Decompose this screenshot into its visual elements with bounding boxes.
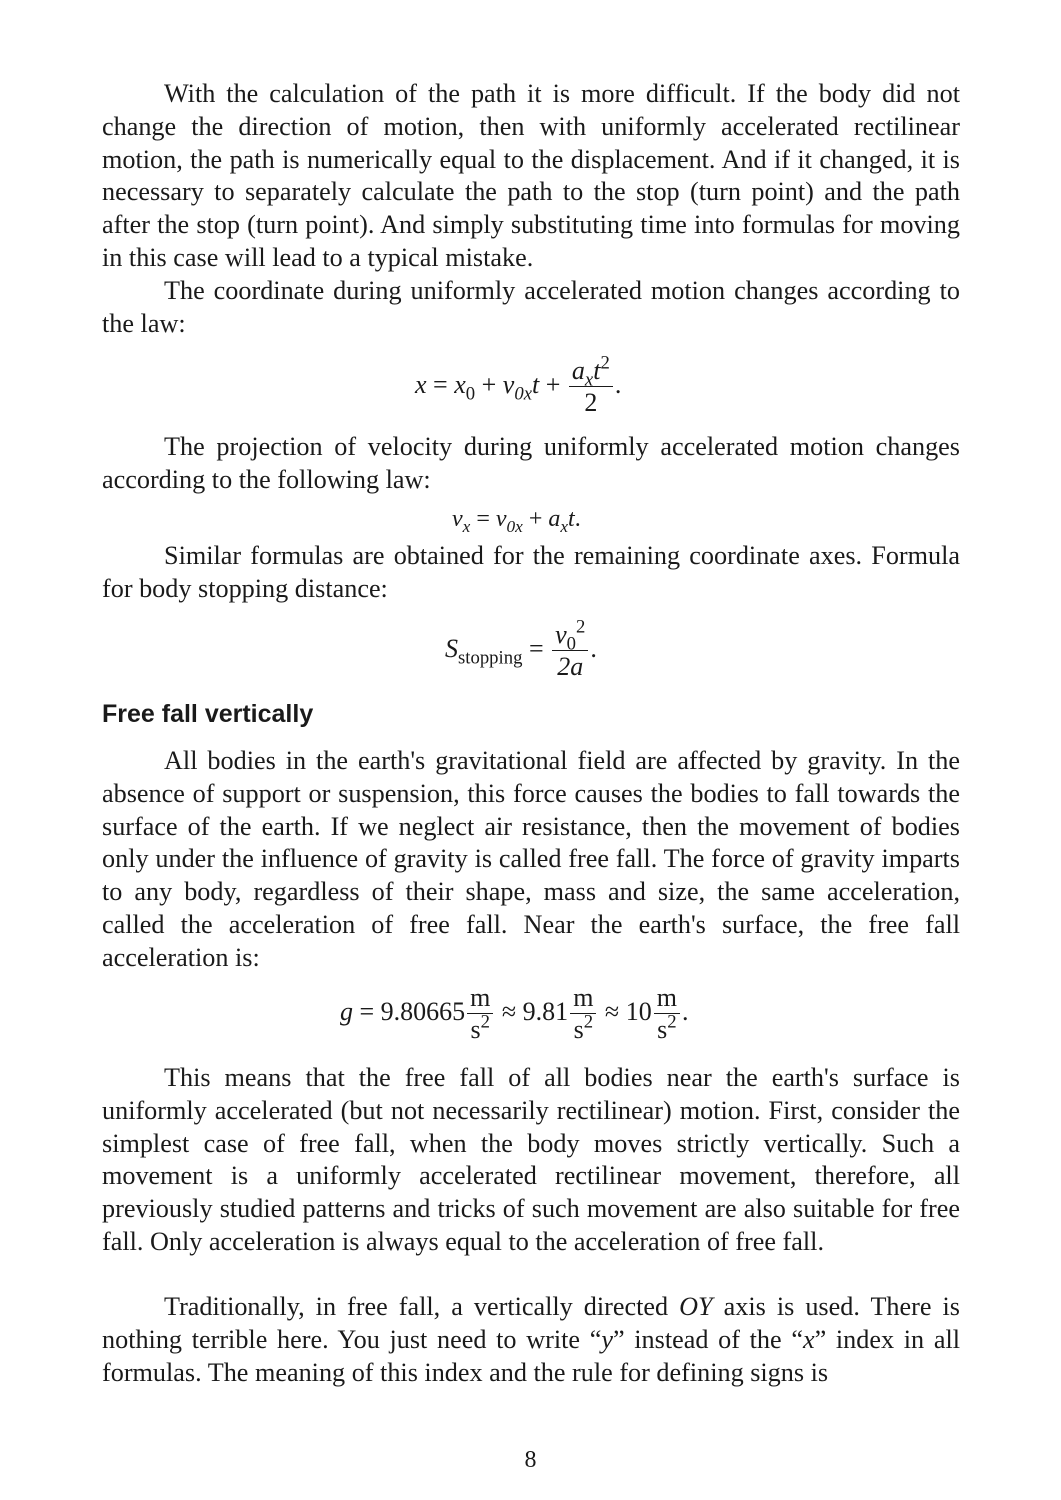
fraction-axt2-over-2: $\frac{a_xt^2}{2}$ bbox=[569, 358, 613, 416]
fraction-m-over-s2-3: $\frac{m}{s^2}$ bbox=[654, 985, 680, 1043]
fraction-m-over-s2-2: $\frac{m}{s^2}$ bbox=[570, 985, 596, 1043]
fraction-v0sq-over-2a: $\frac{v_0^2}{2a}$ bbox=[552, 622, 588, 680]
section-heading: Free fall vertically bbox=[102, 700, 314, 728]
equation-gravity: g = 9.80665 $\frac{m}{s^2}$ ≈ 9.81 $\frac{m}{s^2}$ ≈ 10 $\frac{m}{s^2}$ . bbox=[340, 983, 689, 1044]
paragraph-velocity-law: The projection of velocity during uniformly accelerated motion changes according to the following law: bbox=[102, 432, 960, 494]
fraction-m-over-s2-1: $\frac{m}{s^2}$ bbox=[467, 985, 493, 1043]
page-number: 8 bbox=[524, 1447, 537, 1473]
paragraph-coordinate-law: The coordinate during uniformly accelerated motion changes according to the law: bbox=[102, 276, 960, 338]
paragraph-free-fall-motion: This means that the free fall of all bodies near the earth's surface is uniformly accelerated (but not necessarily rectilinear) motion. First, consider the simplest case of free fall, when the body moves strictly vertically. Such a movement is a uniformly accelerated rectilinear movement, therefore, all previously studied patterns and tricks of such movement are also suitable for free fall. Only acceleration is always equal to the acceleration of free fall. bbox=[102, 1063, 960, 1256]
equation-velocity: $v_x = v_{0x} + a_xt$. bbox=[452, 506, 581, 537]
paragraph-gravity-intro: All bodies in the earth's gravitational field are affected by gravity. In the absence of support or suspension, this force causes the bodies to fall towards the surface of the earth. If we neglect air resistance, then the movement of bodies only under the influence of gravity is called free fall. The force of gravity imparts to any body, regardless of their shape, mass and size, the same acceleration, called the acceleration of free fall. Near the earth's surface, the free fall acceleration is: bbox=[102, 746, 960, 972]
paragraph-path-calculation: With the calculation of the path it is more difficult. If the body did not change the direction of motion, then with uniformly accelerated rectilinear motion, the path is numerically equal to the displacement. And if it changed, it is necessary to separately calculate the path to the stop (turn point) and the path after the stop (turn point). And simply substituting time into formulas for moving in this case will lead to a typical mistake. bbox=[102, 79, 960, 272]
paragraph-oy-axis: Traditionally, in free fall, a vertically directed OY axis is used. There is nothing terrible here. You just need to write “y” instead of the “x” index in all formulas. The meaning of this index and the rule for defining signs is bbox=[102, 1292, 960, 1387]
equation-stopping-distance: $S_{stopping}$ = $\frac{v_0^2}{2a}$ . bbox=[445, 616, 597, 681]
equation-coordinate: $x = x_0 + v_{0x}t$ + $\frac{a_xt^2}{2}$ . bbox=[415, 352, 622, 417]
paragraph-stopping-distance: Similar formulas are obtained for the remaining coordinate axes. Formula for body stopping distance: bbox=[102, 541, 960, 603]
